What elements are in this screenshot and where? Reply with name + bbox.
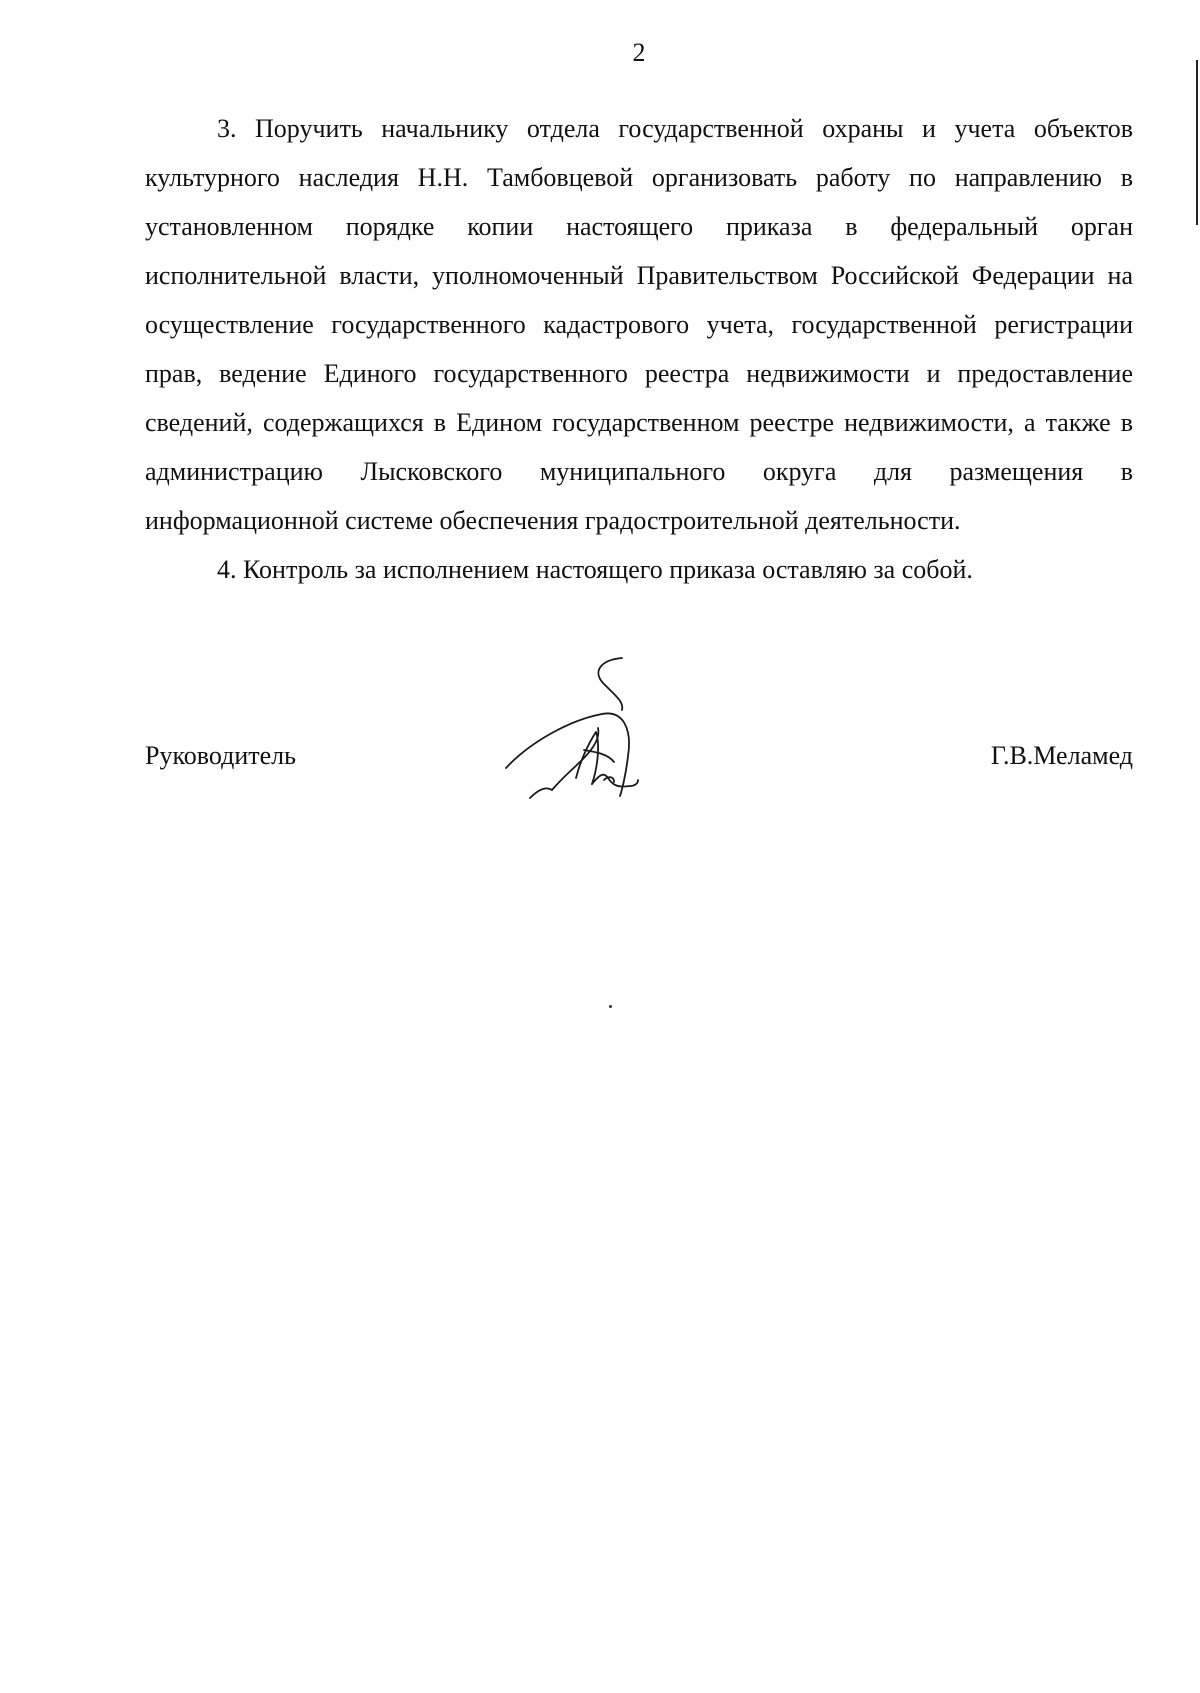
handwritten-signature (500, 650, 650, 805)
page-number: 2 (632, 38, 646, 67)
paragraph-item-4: 4. Контроль за исполнением настоящего приказа оставляю за собой. (217, 555, 973, 584)
scan-edge-line (1196, 60, 1198, 225)
paragraph-item-3: 3. Поручить начальнику отдела государственной охраны и учета объектов культурного наследия Н.Н. Тамбовцевой организовать работу по направлению в установленном порядке копии настоящего приказа в федеральный орган исполнительной власти, уполномоченный Правительством Российской Федерации на осуществление государственного кадастрового учета, государственной регистрации прав, ведение Единого государственного реестра недвижимости и предоставление сведений, содержащихся в Едином государственном реестре недвижимости, а также в администрацию Лысковского муниципального округа для размещения в информационной системе обеспечения градостроительной деятельности. (145, 114, 1133, 535)
signatory-position: Руководитель (145, 741, 296, 770)
signatory-name: Г.В.Меламед (990, 741, 1133, 770)
document-body (145, 104, 1133, 594)
scan-dot (609, 1005, 612, 1008)
